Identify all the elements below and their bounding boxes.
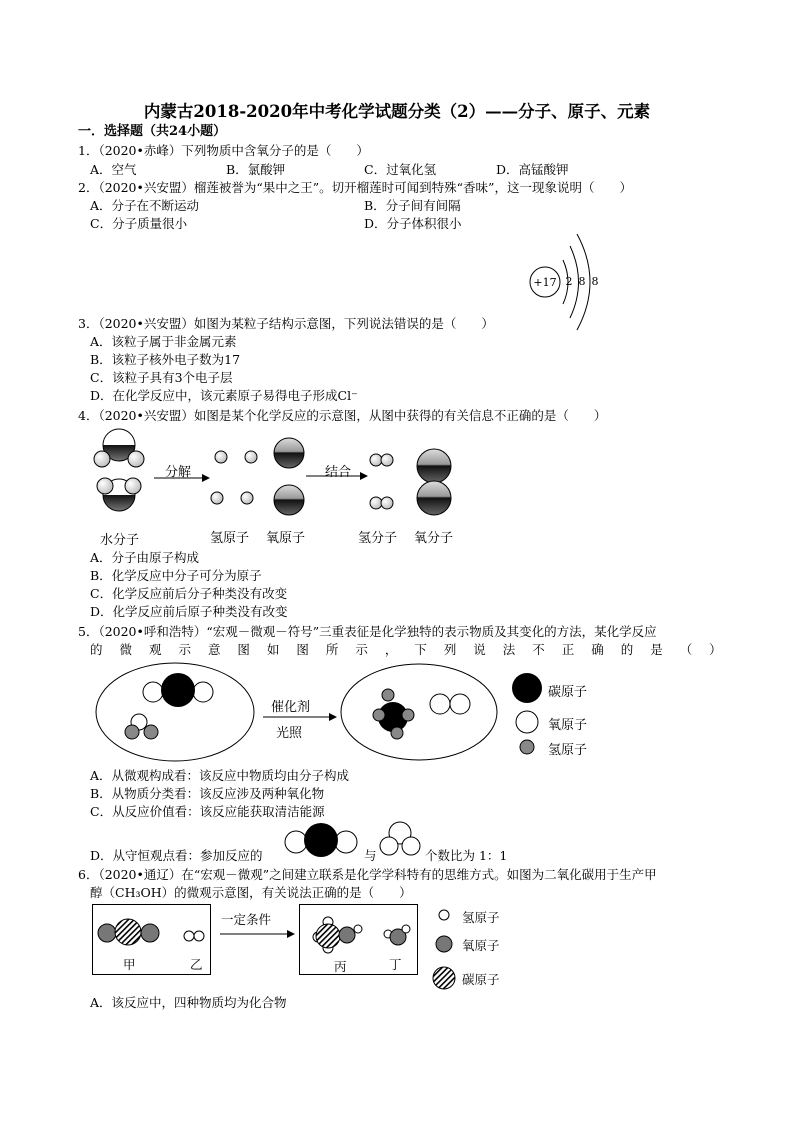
hydrogen-atoms [211, 451, 257, 504]
q5-stem-char: 列 [443, 642, 457, 657]
question-6-stem-line1: 6．（2020•通辽）在“宏观－微观”之间建立联系是化学学科特有的思维方式。如图为二氧化碳用于生产甲 [78, 867, 657, 882]
q2-option-c: C．分子质量很小 [90, 216, 188, 231]
q5-stem-char: 说 [473, 642, 486, 657]
q4-option-b: B．化学反应中分子可分为原子 [90, 568, 262, 583]
h2o-molecule-icon [378, 821, 423, 857]
q5-option-d-prefix: D．从守恒观点看：参加反应的 [90, 848, 263, 863]
q5-stem-char: 示 [355, 642, 368, 657]
carbon-legend-icon [433, 967, 455, 989]
shell-1-electrons: 2 [565, 275, 573, 288]
shell-2-electrons: 8 [578, 275, 586, 288]
hydrogen-molecules [370, 454, 393, 509]
q5-stem-char: 观 [148, 642, 162, 657]
q1-option-d: D．高锰酸钾 [496, 162, 569, 177]
hydrogen-legend-icon [439, 910, 449, 920]
atom-structure-diagram [525, 232, 625, 332]
q4-option-d: D．化学反应前后原子种类没有改变 [90, 604, 288, 619]
label-oxygen-atom: 氧原子 [266, 531, 306, 546]
q5-stem-char: 的 [620, 642, 634, 657]
q3-option-d: D．在化学反应中，该元素原子易得电子形成Cl⁻ [90, 388, 358, 403]
shell-3-electrons: 8 [591, 275, 599, 288]
box-label-ding: 丁 [389, 957, 402, 972]
condition-label: 一定条件 [221, 912, 272, 927]
water-molecule [97, 478, 141, 511]
arrow-label-decompose: 分解 [165, 465, 192, 480]
q2-option-a: A．分子在不断运动 [90, 198, 200, 213]
q5-stem-char: 如 [266, 642, 280, 657]
oxygen-atoms [274, 438, 304, 515]
page-title: 内蒙古2018-2020年中考化学试题分类（2）——分子、原子、元素 [143, 102, 651, 121]
q1-option-a: A．空气 [90, 162, 137, 177]
legend-oxygen: 氧原子 [462, 938, 500, 953]
box-label-yi: 乙 [190, 957, 203, 972]
co2-molecule-icon [283, 823, 363, 863]
q6-option-a: A．该反应中，四种物质均为化合物 [90, 995, 287, 1010]
label-water-molecule: 水分子 [100, 533, 140, 548]
q5-stem-char: 不 [532, 642, 545, 657]
question-3-stem: 3．（2020•兴安盟）如图为某粒子结构示意图，下列说法错误的是（ ） [78, 316, 494, 331]
nucleus-charge: +17 [533, 276, 557, 289]
q5-stem-char: 下 [414, 642, 427, 657]
q5-stem-char: 确 [591, 642, 604, 657]
question-1-stem: 1．（2020•赤峰）下列物质中含氧分子的是（ ） [78, 143, 369, 158]
oxygen-molecule [417, 449, 451, 515]
q5-stem-char: 意 [207, 642, 221, 657]
q5-stem-char: 图 [237, 642, 250, 657]
q5-stem-char: （ [679, 642, 693, 657]
legend-hydrogen: 氢原子 [548, 743, 588, 758]
q5-option-d-suffix: 个数比为 1：1 [425, 848, 508, 863]
q2-option-b: B．分子间有间隔 [364, 198, 461, 213]
box-label-bing: 丙 [334, 959, 347, 974]
q5-option-a: A．从微观构成看：该反应中物质均由分子构成 [90, 768, 350, 783]
light-label: 光照 [276, 726, 303, 741]
q5-stem-char: 图 [296, 642, 309, 657]
q1-option-b: B．氯酸钾 [226, 162, 286, 177]
q5-stem-char: 所 [325, 642, 339, 657]
question-5-stem-line2 [90, 640, 722, 658]
question-5-stem-line1: 5．（2020•呼和浩特）“宏观－微观－符号”三重表征是化学独特的表示物质及其变化的方法，某化学反应 [78, 624, 657, 639]
q1-option-c: C．过氧化氢 [364, 162, 437, 177]
carbon-atom [161, 673, 195, 707]
question-2-stem: 2．（2020•兴安盟）榴莲被誉为“果中之王”。切开榴莲时可闻到特殊“香味”，这一现象说明（ ） [78, 180, 632, 195]
q5-option-d-and: 与 [364, 848, 377, 863]
q3-option-a: A．该粒子属于非金属元素 [90, 334, 237, 349]
methane-reaction-diagram [93, 660, 533, 770]
q5-stem-char: ， [384, 642, 398, 657]
q5-legend-icons [510, 672, 550, 762]
water-decomposition-diagram [88, 428, 478, 528]
label-oxygen-molecule: 氧分子 [414, 531, 454, 546]
q5-stem-char: 正 [561, 642, 575, 657]
q4-option-a: A．分子由原子构成 [90, 550, 200, 565]
oxygen-legend-icon [516, 711, 538, 733]
section-heading: 一．选择题（共24小题） [78, 124, 227, 139]
legend-hydrogen: 氢原子 [462, 910, 500, 925]
q4-option-c: C．化学反应前后分子种类没有改变 [90, 586, 288, 601]
carbon-legend-icon [512, 673, 542, 703]
label-hydrogen-molecule: 氢分子 [358, 531, 398, 546]
products-ellipse [341, 664, 497, 760]
legend-oxygen: 氧原子 [548, 718, 588, 733]
q6-legend-icons [430, 905, 460, 995]
q5-stem-char: 是 [650, 642, 663, 657]
water-molecule [94, 429, 144, 467]
question-6-stem-line2: 醇（CH₃OH）的微观示意图，有关说法正确的是（ ） [90, 885, 412, 900]
question-4-stem: 4．（2020•兴安盟）如图是某个化学反应的示意图，从图中获得的有关信息不正确的是（ ） [78, 408, 607, 423]
q5-stem-char: ） [709, 642, 722, 657]
q5-stem-char: 微 [119, 642, 132, 657]
legend-carbon: 碳原子 [462, 972, 500, 987]
q3-option-b: B．该粒子核外电子数为17 [90, 352, 241, 367]
q5-option-b: B．从物质分类看：该反应涉及两种氧化物 [90, 786, 325, 801]
legend-carbon: 碳原子 [548, 685, 588, 700]
box-label-jia: 甲 [123, 957, 136, 972]
catalyst-label: 催化剂 [271, 700, 311, 715]
q5-stem-char: 法 [502, 642, 516, 657]
oxygen-legend-icon [436, 936, 452, 952]
hydrogen-legend-icon [520, 740, 534, 754]
arrow-label-combine: 结合 [325, 465, 352, 480]
q3-option-c: C．该粒子具有3个电子层 [90, 370, 233, 385]
q5-option-c: C．从反应价值看：该反应能获取清洁能源 [90, 804, 325, 819]
q2-option-d: D．分子体积很小 [364, 216, 462, 231]
label-hydrogen-atom: 氢原子 [210, 531, 250, 546]
q5-stem-char: 的 [90, 642, 103, 657]
q5-stem-char: 示 [178, 642, 191, 657]
